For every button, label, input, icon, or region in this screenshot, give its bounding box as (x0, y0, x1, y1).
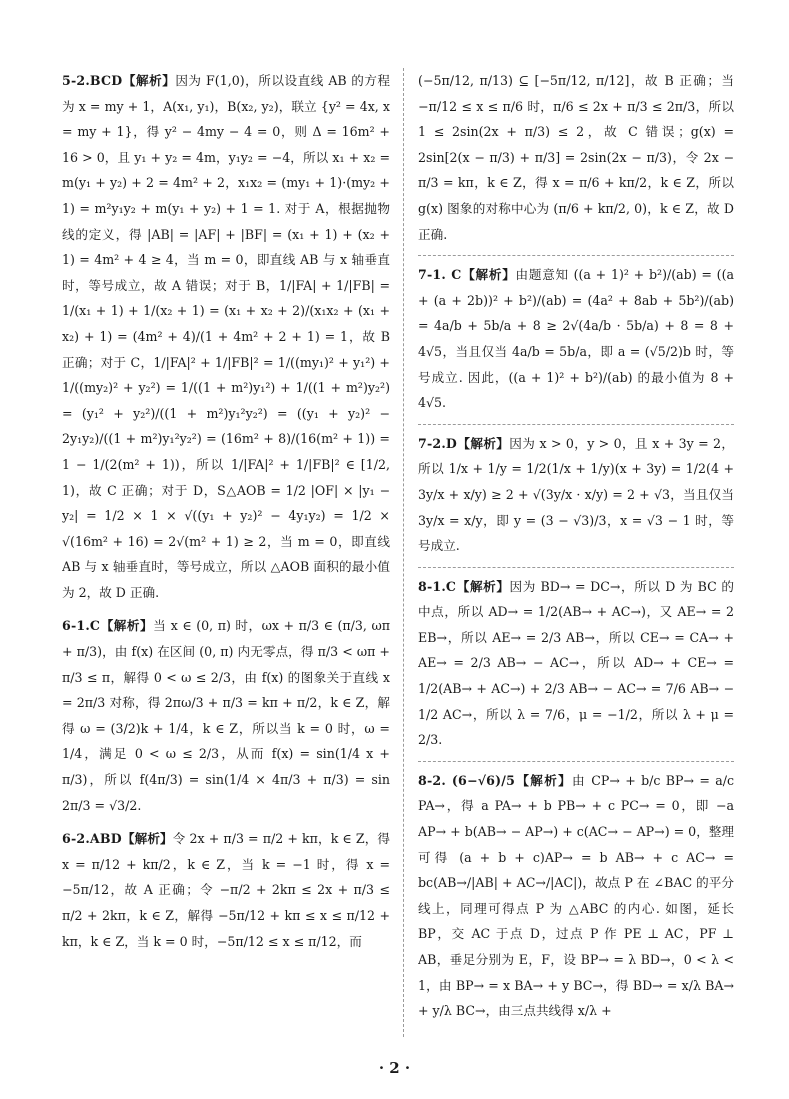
column-divider (403, 68, 404, 1037)
analysis-tag: 【解析】 (122, 73, 176, 88)
solution-text: 因为 x > 0，y > 0，且 x + 3y = 2，所以 1/x + 1/y = 1/2(1/x + 1/y)(x + 3y) = 1/2(4 + 3y/x + x/y) ≥ 2 + √(3y/x · x/y) = 2 + √3，当且仅当 3y/x = x/y，即 y = (3 − √3)/3，x = √3 − 1 时，等号成立. (418, 435, 734, 554)
solution-text: (−5π/12, π/13) ⊆ [−5π/12, π/12]，故 B 正确；当 −π/12 ≤ x ≤ π/6 时，π/6 ≤ 2x + π/3 ≤ 2π/3，所以 1 ≤ 2sin(2x + π/3) ≤ 2，故 C 错误；g(x) = 2sin[2(x − π/3) + π/3] = 2sin(2x − π/3)，令 2x − π/3 = kπ，k ∈ Z，得 x = π/6 + kπ/2，k ∈ Z，所以 g(x) 图象的对称中心为 (π/6 + kπ/2, 0)，k ∈ Z，故 D 正确. (418, 73, 734, 242)
analysis-tag: 【解析】 (457, 435, 510, 451)
solution-item (418, 761, 734, 1024)
solution-item (62, 613, 390, 818)
solution-item (62, 826, 390, 954)
analysis-tag: 【解析】 (515, 772, 573, 788)
solution-label: 8-1.C (418, 578, 457, 594)
analysis-tag: 【解析】 (456, 578, 510, 594)
solution-label: 5-2.BCD (62, 73, 123, 88)
analysis-tag: 【解析】 (100, 618, 154, 634)
solution-label: 6-2.ABD (62, 831, 122, 847)
solution-item (418, 567, 734, 753)
solution-label: 7-2.D (418, 435, 458, 451)
page-number: · 2 · (378, 1059, 411, 1077)
solution-text: 因为 F(1,0)，所以设直线 AB 的方程为 x = my + 1，A(x₁, y₁)，B(x₂, y₂)，联立 {y² = 4x, x = my + 1}，得 y² − 4my − 4 = 0，则 Δ = 16m² + 16 > 0，且 y₁ + y₂ = 4m，y₁y₂ = −4，所以 x₁ + x₂ = m(y₁ + y₂) + 2 = 4m² + 2，x₁x₂ = (my₁ + 1)·(my₂ + 1) = m²y₁y₂ + m(y₁ + y₂) + 1 = 1. 对于 A，根据抛物线的定义，得 |AB| = |AF| + |BF| = (x₁ + 1) + (x₂ + 1) = 4m² + 4 ≥ 4，当 m = 0，即直线 AB 与 x 轴垂直时，等号成立，故 A 错误；对于 B，1/|FA| + 1/|FB| = 1/(x₁ + 1) + 1/(x₂ + 1) = (x₁ + x₂ + 2)/(x₁x₂ + (x₁ + x₂) + 1) = (4m² + 4)/(1 + 4m² + 2 + 1) = 1，故 B 正确；对于 C，1/|FA|² + 1/|FB|² = 1/((my₁)² + y₁²) + 1/((my₂)² + y₂²) = 1/((1 + m²)y₁²) + 1/((1 + m²)y₂²) = (y₁² + y₂²)/((1 + m²)y₁²y₂²) = ((y₁ + y₂)² − 2y₁y₂)/((1 + m²)y₁²y₂²) = (16m² + 8)/(16(m² + 1)) = 1 − 1/(2(m² + 1))，所以 1/|FA|² + 1/|FB|² ∈ [1/2, 1)，故 C 正确；对于 D，S△AOB = 1/2 |OF| × |y₁ − y₂| = 1/2 × 1 × √((y₁ + y₂)² − 4y₁y₂) = 1/2 × √(16m² + 16) = 2√(m² + 1) ≥ 2，当 m = 0，即直线 AB 与 x 轴垂直时，等号成立，所以 △AOB 面积的最小值为 2，故 D 正确. (62, 73, 390, 600)
solution-text: 由题意知 ((a + 1)² + b²)/(ab) = ((a + (a + 2b))² + b²)/(ab) = (4a² + 8ab + 5b²)/(ab) = 4a/b + 5b/a + 8 ≥ 2√(4a/b · 5b/a) + 8 = 8 + 4√5，当且仅当 4a/b = 5b/a，即 a = (√5/2)b 时，等号成立. 因此，((a + 1)² + b²)/(ab) 的最小值为 8 + 4√5. (418, 267, 734, 411)
solution-label: 6-1.C (62, 618, 101, 634)
solution-label: 7-1. C (418, 267, 462, 283)
left-column (62, 68, 390, 1039)
solution-text: 令 2x + π/3 = π/2 + kπ，k ∈ Z，得 x = π/12 + kπ/2，k ∈ Z，当 k = −1 时，得 x = −5π/12，故 A 正确；令 −π/2 + 2kπ ≤ 2x + π/3 ≤ π/2 + 2kπ，k ∈ Z，解得 −5π/12 + kπ ≤ x ≤ π/12 + kπ，k ∈ Z，当 k = 0 时，−5π/12 ≤ x ≤ π/12，而 (62, 831, 390, 949)
solution-text: 由 CP→ + b/c BP→ = a/c PA→，得 a PA→ + b PB→ + c PC→ = 0，即 −a AP→ + b(AB→ − AP→) + c(AC→ − AP→) = 0，整理可得 (a + b + c)AP→ = b AB→ + c AC→ = bc(AB→/|AB| + AC→/|AC|)，故点 P 在 ∠BAC 的平分线上，同理可得点 P 为 △ABC 的内心. 如图，延长 BP，交 AC 于点 D，过点 P 作 PE ⊥ AC，PF ⊥ AB，垂足分别为 E，F，设 BP→ = λ BD→，0 < λ < 1，由 BP→ = x BA→ + y BC→，得 BD→ = x/λ BA→ + y/λ BC→，由三点共线得 x/λ + (418, 772, 734, 1019)
solution-item (418, 68, 734, 247)
solution-item (418, 255, 734, 416)
analysis-tag: 【解析】 (121, 831, 173, 847)
solution-label: 8-2. (6−√6)/5 (418, 772, 516, 788)
analysis-tag: 【解析】 (461, 267, 516, 283)
solution-text: 当 x ∈ (0, π) 时，ωx + π/3 ∈ (π/3, ωπ + π/3)，由 f(x) 在区间 (0, π) 内无零点，得 π/3 < ωπ + π/3 ≤ π，解得 0 < ω ≤ 2/3，由 f(x) 的图象关于直线 x = 2π/3 对称，得 2πω/3 + π/3 = kπ + π/2，k ∈ Z，解得 ω = (3/2)k + 1/4，k ∈ Z，所以当 k = 0 时，ω = 1/4，满足 0 < ω ≤ 2/3，从而 f(x) = sin(1/4 x + π/3)，所以 f(4π/3) = sin(1/4 × 4π/3 + π/3) = sin 2π/3 = √3/2. (62, 618, 390, 813)
right-column (418, 68, 734, 1039)
solution-item (418, 424, 734, 559)
solution-text: 因为 BD→ = DC→，所以 D 为 BC 的中点，所以 AD→ = 1/2(AB→ + AC→)，又 AE→ = 2 EB→，所以 AE→ = 2/3 AB→，所以 CE→ = CA→ + AE→ = 2/3 AB→ − AC→，所以 AD→ + CE→ = 1/2(AB→ + AC→) + 2/3 AB→ − AC→ = 7/6 AB→ − 1/2 AC→，所以 λ = 7/6，μ = −1/2，所以 λ + μ = 2/3. (418, 578, 734, 748)
solution-item (62, 68, 390, 605)
